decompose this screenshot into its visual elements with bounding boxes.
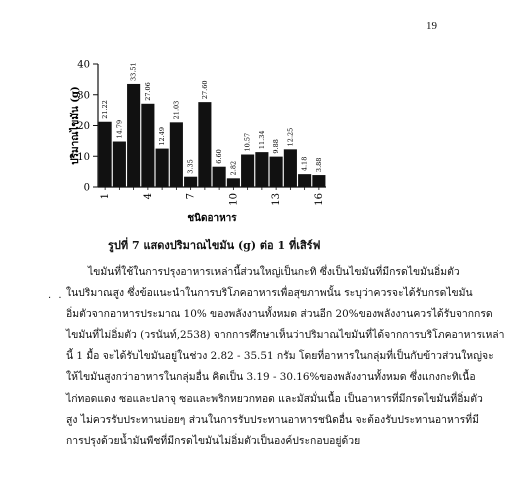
body-paragraph [66, 262, 505, 452]
bar [312, 175, 325, 187]
bar [127, 84, 140, 187]
page-number: 19 [426, 20, 437, 32]
bar-data-label: 27.60 [200, 80, 209, 100]
bar-data-label: 21.22 [101, 100, 110, 119]
bar [141, 104, 154, 187]
y-tick-label: 40 [77, 59, 90, 71]
bar [156, 149, 169, 187]
bar [99, 122, 112, 187]
bar [284, 149, 297, 187]
bar-data-label: 4.18 [300, 156, 309, 172]
bar [184, 177, 197, 187]
bar-data-label: 9.88 [272, 139, 281, 154]
chart-svg [0, 0, 455, 232]
paragraph-line: ไขมันที่ใช้ในการปรุงอาหารเหล่านี้ส่วนใหญ่เป็นกะทิ ซึ่งเป็นไขมันที่มีกรดไขมันอิ่มตัว [88, 266, 460, 278]
paragraph-line: การปรุงด้วยน้ำมันพืชที่มีกรดไขมันไม่อิ่มตัวเป็นองค์ประกอบอยู่ด้วย [66, 434, 361, 447]
bar-data-label: 2.82 [229, 160, 238, 176]
figure-caption: รูปที่ 7 แสดงปริมาณไขมัน (g) ต่อ 1 ที่เสิร์ฟ [108, 239, 321, 252]
bar-data-label: 3.88 [314, 157, 323, 173]
bar [270, 157, 283, 187]
x-tick-label: 16 [313, 193, 325, 206]
bar [227, 178, 240, 187]
y-tick-label: 30 [77, 90, 90, 102]
bar-data-label: 14.79 [115, 119, 124, 139]
x-tick-label: 7 [185, 193, 197, 200]
bar [113, 142, 126, 187]
bar-data-label: 6.60 [215, 149, 224, 164]
fat-content-chart [0, 0, 455, 232]
paragraph-line: อิ่มตัวจากอาหารประมาณ 10% ของพลังงานทั้งหมด ส่วนอีก 20%ของพลังงานควรได้รับจากกรด [66, 308, 493, 321]
bar-data-label: 12.49 [158, 126, 167, 146]
bar [241, 154, 254, 187]
margin-mark: · · [48, 293, 64, 304]
x-tick-label: 13 [271, 193, 283, 206]
bar [198, 102, 211, 187]
bar [213, 167, 226, 187]
y-tick-label: 10 [77, 151, 90, 163]
x-axis-label: ชนิดอาหาร [187, 213, 237, 224]
bar [255, 152, 268, 187]
x-tick-label: 1 [100, 193, 112, 200]
x-tick-label: 10 [228, 193, 240, 206]
paragraph-line: ให้ไขมันสูงกว่าอาหารในกลุ่มอื่น คิดเป็น 3.19 - 30.16%ของพลังงานทั้งหมด ซึ่งแกงกะทิเนื้อ [66, 371, 476, 384]
paragraph-line: สูง ไม่ควรรับประทานบ่อยๆ ส่วนในการรับประทานอาหารชนิดอื่น จะต้องรับประทานอาหารที่มี [66, 413, 479, 426]
bar-data-label: 27.06 [143, 82, 152, 101]
paragraph-line: นี้ 1 มื้อ จะได้รับไขมันอยู่ในช่วง 2.82 - 35.51 กรัม โดยที่อาหารในกลุ่มที่เป็นกับข้าวส่วนใหญ่จะ [66, 350, 494, 363]
bar-data-label: 21.03 [172, 100, 181, 120]
bar-data-label: 10.57 [243, 132, 252, 152]
bar-data-label: 12.25 [286, 127, 295, 147]
bar-data-label: 33.51 [129, 62, 138, 81]
bar-data-label: 3.35 [186, 159, 195, 174]
paragraph-line: ไก่ทอดแดง ซอและปลาจุ ซอและพริกหยวกทอด และมัสมั่นเนื้อ เป็นอาหารที่มีกรดไขมันที่อิ่มตัว [66, 392, 483, 405]
y-tick-label: 20 [77, 121, 90, 132]
bar [170, 122, 183, 187]
x-tick-label: 4 [142, 193, 154, 200]
y-axis-label: ปริมาณไขมัน (g) [70, 86, 81, 165]
paragraph-line: ไขมันที่ไม่อิ่มตัว (วรนันท์,2538) จากการศึกษาเห็นว่าปริมาณไขมันที่ได้จากการบริโภคอาหารเหล่า [66, 329, 505, 342]
y-tick-label: 0 [83, 182, 90, 194]
paragraph-line: ในปริมาณสูง ซึ่งข้อแนะนำในการบริโภคอาหารเพื่อสุขภาพนั้น ระบุว่าควรจะได้รับกรดไขมัน [66, 287, 473, 300]
bar [298, 174, 311, 187]
bar-data-label: 11.34 [257, 130, 266, 150]
